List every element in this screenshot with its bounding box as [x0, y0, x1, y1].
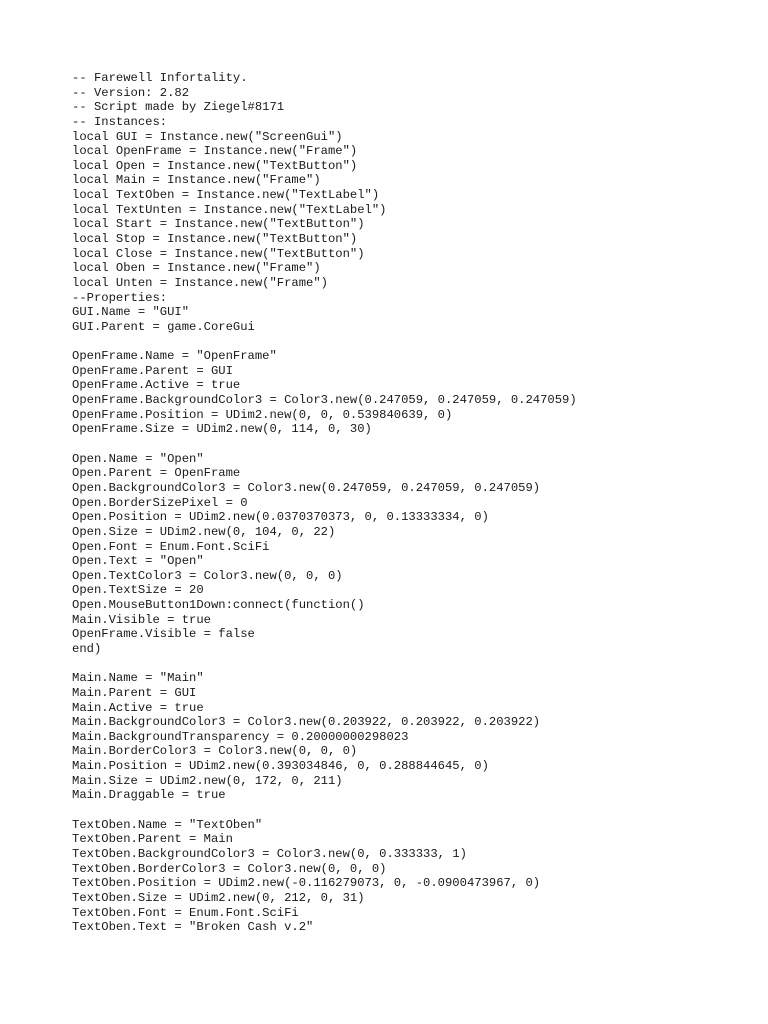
code-line: local TextUnten = Instance.new("TextLabel") [72, 202, 387, 217]
code-line: TextOben.Position = UDim2.new(-0.116279073, 0, -0.0900473967, 0) [72, 876, 541, 891]
code-line: local Unten = Instance.new("Frame") [72, 275, 328, 290]
code-line: Open.Name = "Open" [72, 451, 204, 466]
code-line: Main.Size = UDim2.new(0, 172, 0, 211) [72, 773, 343, 788]
code-line: Main.BackgroundTransparency = 0.20000000298023 [72, 729, 409, 744]
code-line: -- Farewell Infortality. [72, 71, 248, 85]
code-line: Main.Name = "Main" [72, 671, 204, 686]
code-line: TextOben.Size = UDim2.new(0, 212, 0, 31) [72, 890, 365, 905]
code-line: TextOben.Font = Enum.Font.SciFi [72, 905, 299, 920]
code-line [72, 437, 577, 452]
code-line: local Close = Instance.new("TextButton") [72, 246, 365, 261]
code-line: Open.Font = Enum.Font.SciFi [72, 539, 270, 554]
code-line: local Open = Instance.new("TextButton") [72, 158, 358, 173]
code-line: local OpenFrame = Instance.new("Frame") [72, 144, 358, 159]
code-line [72, 657, 577, 672]
code-line: Open.Text = "Open" [72, 554, 204, 569]
code-line: Open.TextColor3 = Color3.new(0, 0, 0) [72, 568, 343, 583]
script-code-block [72, 71, 577, 935]
code-line: OpenFrame.Visible = false [72, 627, 255, 642]
code-line: Open.TextSize = 20 [72, 583, 204, 598]
code-line: OpenFrame.Size = UDim2.new(0, 114, 0, 30) [72, 422, 372, 437]
code-line: OpenFrame.BackgroundColor3 = Color3.new(0.247059, 0.247059, 0.247059) [72, 393, 577, 408]
code-line [72, 803, 577, 818]
code-line: local Oben = Instance.new("Frame") [72, 261, 321, 276]
code-line: Main.Parent = GUI [72, 685, 197, 700]
code-line: local Start = Instance.new("TextButton") [72, 217, 365, 232]
code-line: OpenFrame.Active = true [72, 378, 241, 393]
code-line: OpenFrame.Position = UDim2.new(0, 0, 0.539840639, 0) [72, 407, 453, 422]
code-line: OpenFrame.Name = "OpenFrame" [72, 349, 277, 364]
code-line: TextOben.Parent = Main [72, 832, 233, 847]
code-line: Open.Size = UDim2.new(0, 104, 0, 22) [72, 524, 336, 539]
code-line: GUI.Name = "GUI" [72, 305, 190, 320]
code-line: Main.BackgroundColor3 = Color3.new(0.203922, 0.203922, 0.203922) [72, 715, 541, 730]
code-line [72, 335, 577, 350]
code-line: GUI.Parent = game.CoreGui [72, 319, 255, 334]
code-line: Main.Active = true [72, 700, 204, 715]
code-line: OpenFrame.Parent = GUI [72, 363, 233, 378]
code-line: -- Script made by Ziegel#8171 [72, 100, 285, 115]
code-line: -- Instances: [72, 114, 168, 129]
code-line: Main.BorderColor3 = Color3.new(0, 0, 0) [72, 744, 358, 759]
code-line: local GUI = Instance.new("ScreenGui") [72, 129, 343, 144]
code-line: Open.BackgroundColor3 = Color3.new(0.247059, 0.247059, 0.247059) [72, 480, 541, 495]
code-line: TextOben.Text = "Broken Cash v.2" [72, 920, 314, 935]
code-line: Open.Position = UDim2.new(0.0370370373, 0, 0.13333334, 0) [72, 510, 489, 525]
code-line: Open.Parent = OpenFrame [72, 466, 241, 481]
code-line: local Main = Instance.new("Frame") [72, 173, 321, 188]
code-line: local TextOben = Instance.new("TextLabel") [72, 188, 380, 203]
code-line: -- Version: 2.82 [72, 85, 190, 100]
code-line: Main.Visible = true [72, 612, 211, 627]
code-line: TextOben.BorderColor3 = Color3.new(0, 0, 0) [72, 861, 387, 876]
code-line: TextOben.BackgroundColor3 = Color3.new(0, 0.333333, 1) [72, 846, 467, 861]
code-line: Main.Position = UDim2.new(0.393034846, 0, 0.288844645, 0) [72, 759, 489, 774]
code-line: end) [72, 641, 102, 656]
code-line: --Properties: [72, 290, 168, 305]
code-line: Open.MouseButton1Down:connect(function() [72, 598, 365, 613]
code-line: Main.Draggable = true [72, 788, 226, 803]
code-line: TextOben.Name = "TextOben" [72, 817, 263, 832]
code-line: Open.BorderSizePixel = 0 [72, 495, 248, 510]
code-line: local Stop = Instance.new("TextButton") [72, 232, 358, 247]
